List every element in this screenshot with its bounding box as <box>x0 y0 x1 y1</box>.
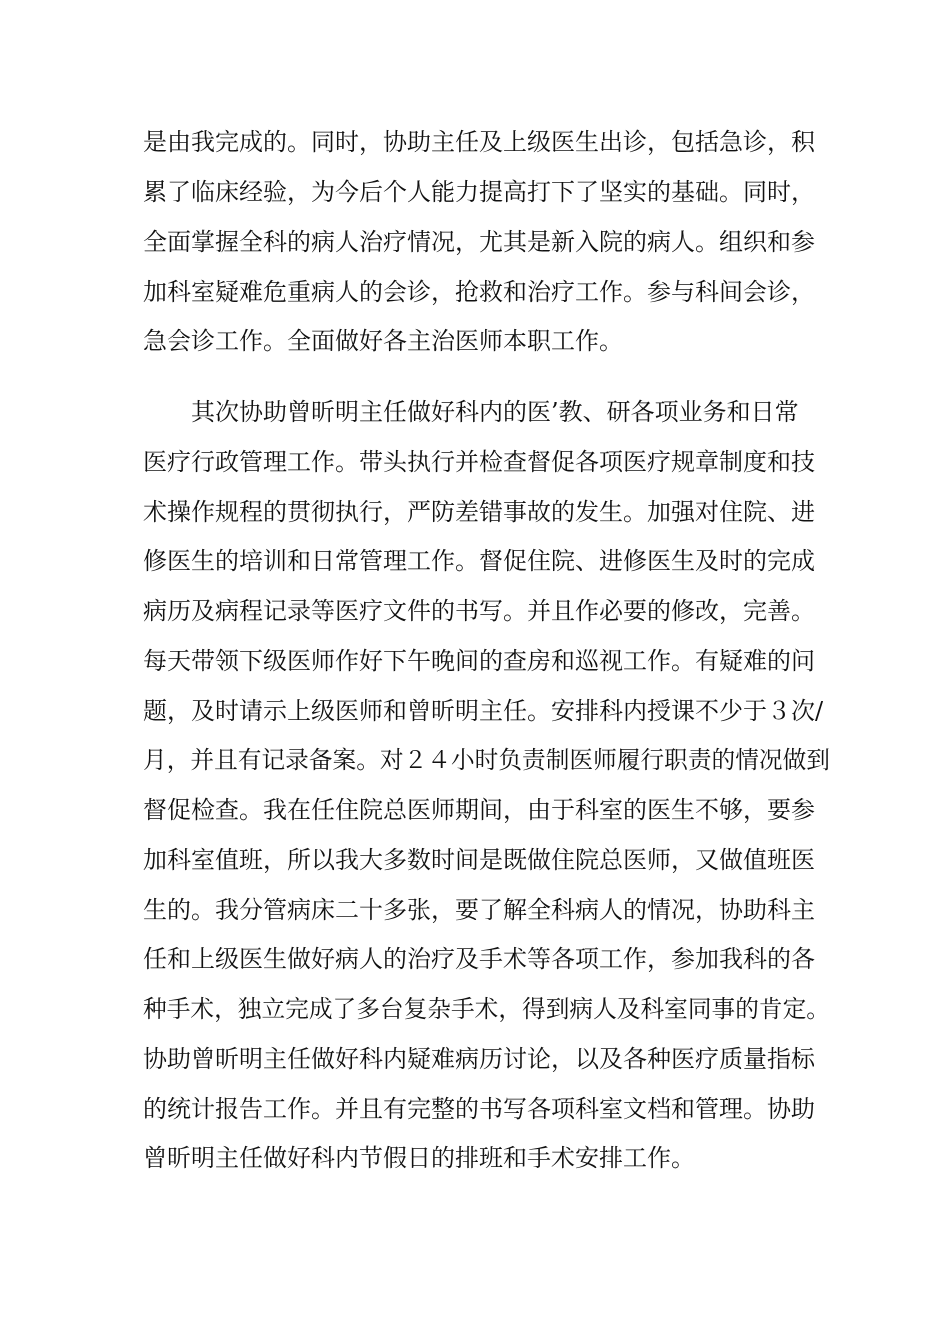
text-line: 加科室疑难危重病人的会诊，抢救和治疗工作。参与科间会诊， <box>143 278 815 306</box>
text-line: 其次协助曾昕明主任做好科内的医’教、研各项业务和日常 <box>191 398 799 426</box>
text-line: 种手术，独立完成了多台复杂手术，得到病人及科室同事的肯定。 <box>143 995 830 1023</box>
text-line: 月，并且有记录备案。对２４小时负责制医师履行职责的情况做到 <box>143 746 830 774</box>
text-line: 术操作规程的贯彻执行，严防差错事故的发生。加强对住院、进 <box>143 498 815 526</box>
text-line: 是由我完成的。同时，协助主任及上级医生出诊，包括急诊，积 <box>143 128 815 156</box>
text-line: 医疗行政管理工作。带头执行并检查督促各项医疗规章制度和技 <box>143 448 815 476</box>
text-line: 协助曾昕明主任做好科内疑难病历讨论，以及各种医疗质量指标 <box>143 1045 815 1073</box>
text-line: 的统计报告工作。并且有完整的书写各项科室文档和管理。协助 <box>143 1095 815 1123</box>
text-line: 生的。我分管病床二十多张，要了解全科病人的情况，协助科主 <box>143 896 815 924</box>
text-line: 任和上级医生做好病人的治疗及手术等各项工作，参加我科的各 <box>143 945 815 973</box>
text-line: 每天带领下级医师作好下午晚间的查房和巡视工作。有疑难的问 <box>143 647 815 675</box>
text-line: 急会诊工作。全面做好各主治医师本职工作。 <box>143 327 623 355</box>
text-line: 全面掌握全科的病人治疗情况，尤其是新入院的病人。组织和参 <box>143 228 815 256</box>
text-line: 督促检查。我在任住院总医师期间，由于科室的医生不够，要参 <box>143 796 815 824</box>
text-line: 病历及病程记录等医疗文件的书写。并且作必要的修改，完善。 <box>143 597 815 625</box>
text-line: 曾昕明主任做好科内节假日的排班和手术安排工作。 <box>143 1144 695 1172</box>
text-line: 修医生的培训和日常管理工作。督促住院、进修医生及时的完成 <box>143 547 815 575</box>
text-line: 加科室值班，所以我大多数时间是既做住院总医师，又做值班医 <box>143 846 815 874</box>
text-line: 题，及时请示上级医师和曾昕明主任。安排科内授课不少于３次/ <box>143 697 824 725</box>
text-line: 累了临床经验，为今后个人能力提高打下了坚实的基础。同时， <box>143 178 815 206</box>
